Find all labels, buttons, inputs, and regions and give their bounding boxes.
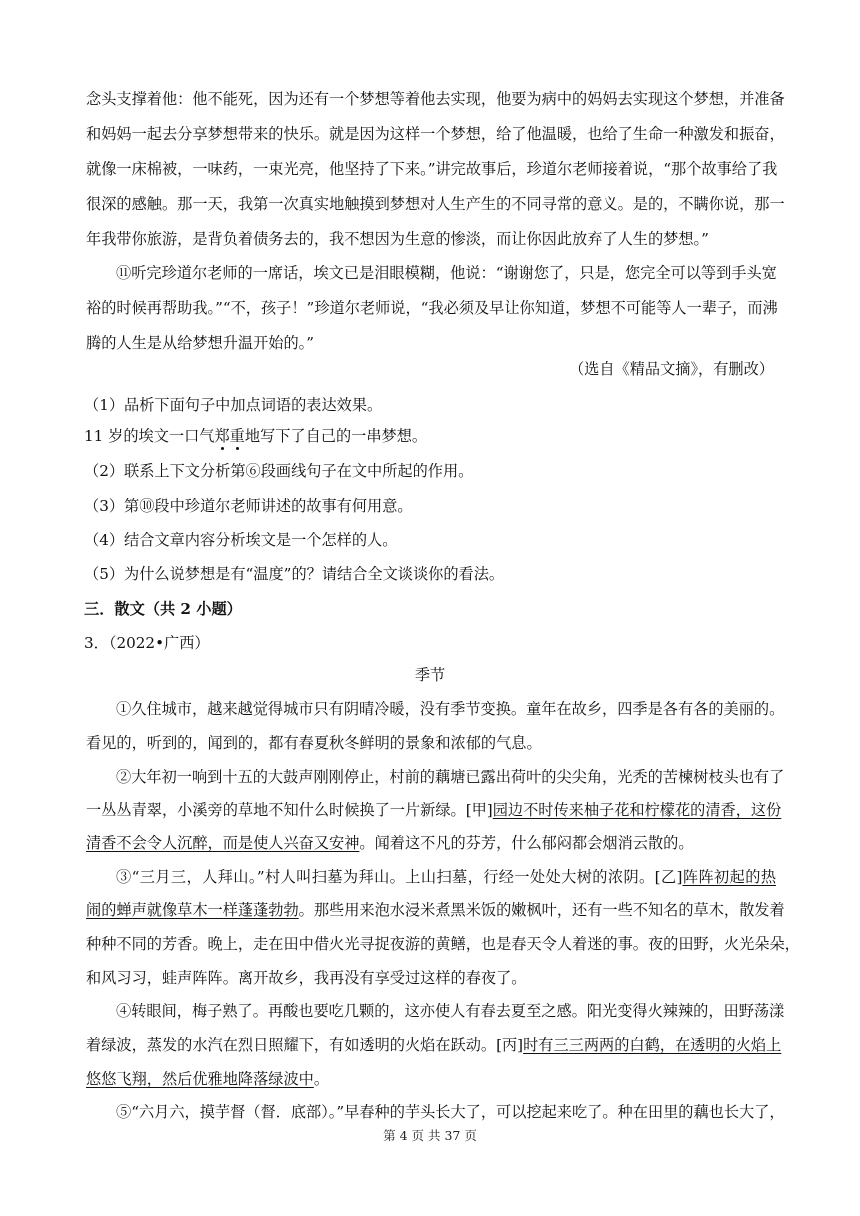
plain-text: 一丛丛青翠，小溪旁的草地不知什么时候换了一片新绿。[甲] <box>86 801 493 819</box>
essay-title: 季节 <box>414 666 446 684</box>
text-line: 年我带你旅游，是背负着债务去的，我不想因为生意的惨淡，而让你因此放弃了人生的梦想。” <box>86 230 709 248</box>
question-number: 3．（2022•广西） <box>84 634 210 652</box>
text-line: 腾的人生是从给梦想升温开始的。” <box>86 334 314 352</box>
text-line: 种种不同的芳香。晚上，走在田中借火光寻捉夜游的黄鳝，也是春天令人着迷的事。夜的田野，火光朵朵， <box>86 935 800 953</box>
text-line <box>86 1069 776 1089</box>
text-line: ⑪听完珍道尔老师的一席话，埃文已是泪眼模糊，他说：“谢谢您了，只是，您完全可以等到手头宽 <box>116 264 777 282</box>
question-4: （4）结合文章内容分析埃文是一个怎样的人。 <box>84 531 398 549</box>
plain-text: 。闻着这不凡的芬芳，什么郁闷都会烟消云散的。 <box>359 834 694 852</box>
page-number-footer: 第 4 页 共 37 页 <box>383 1128 477 1143</box>
source-note: （选自《精品文摘》，有删改） <box>568 360 774 378</box>
text-line: 很深的感触。那一天，我第一次真实地触摸到梦想对人生产生的不同寻常的意义。是的，不瞒你说，那一 <box>86 195 785 213</box>
text-line <box>86 800 782 820</box>
text-line: ①久住城市，越来越觉得城市只有阴晴冷暖，没有季节变换。童年在故乡，四季是各有各的美丽的。 <box>116 700 785 718</box>
underlined-sentence-a: 园边不时传来柚子花和柠檬花的清香，这份 <box>492 801 782 819</box>
underlined-sentence-b: 闹的蝉声就像草木一样蓬蓬勃勃 <box>86 901 299 919</box>
text-line <box>86 900 785 920</box>
question-5: （5）为什么说梦想是有“温度”的？请结合全文谈谈你的看法。 <box>84 565 505 583</box>
underlined-sentence-b: 阵阵初起的热 <box>682 868 776 886</box>
dotted-character: 郑 <box>214 427 230 445</box>
dotted-character: 重 <box>229 427 245 445</box>
text-line: 看见的，听到的，闻到的，都有春夏秋冬鲜明的景象和浓郁的气息。 <box>86 734 542 752</box>
text-line: ②大年初一响到十五的大鼓声刚刚停止，村前的藕塘已露出荷叶的尖尖角，光秃的苦楝树枝头也有了 <box>116 768 785 786</box>
sentence-start: 11 岁的埃文一口气 <box>84 427 215 445</box>
text-line <box>116 867 776 887</box>
question-2: （2）联系上下文分析第⑥段画线句子在文中所起的作用。 <box>84 462 474 480</box>
question-3: （3）第⑩段中珍道尔老师讲述的故事有何用意。 <box>84 497 413 515</box>
text-line: ⑤“六月六，摸芋督（督．底部）。”早春种的芋头长大了，可以挖起来吃了。种在田里的藕也长大了， <box>116 1103 785 1121</box>
underlined-sentence-a: 清香不会令人沉醉，而是使人兴奋又安神 <box>86 834 360 852</box>
text-line: 念头支撑着他：他不能死，因为还有一个梦想等着他去实现，他要为病中的妈妈去实现这个梦想，并准备 <box>86 90 785 108</box>
underlined-sentence-c: 时有三三两两的白鹤，在透明的火焰上 <box>523 1036 782 1054</box>
underlined-sentence-c: 悠悠飞翔，然后优雅地降落绿波中 <box>86 1070 314 1088</box>
text-line: ④转眼间，梅子熟了。再酸也要吃几颗的，这亦使人有春去夏至之感。阳光变得火辣辣的，田野荡漾 <box>116 1002 785 1020</box>
text-line <box>86 833 776 853</box>
sentence-end: 地写下了自己的一串梦想。 <box>244 427 428 445</box>
plain-text: ③“三月三，人拜山。”村人叫扫墓为拜山。上山扫墓，行经一处处大树的浓阴。[乙] <box>116 868 683 886</box>
plain-text: 着绿波，蒸发的水汽在烈日照耀下，有如透明的火焰在跃动。[丙] <box>86 1036 524 1054</box>
text-line: 就像一床棉被，一味药，一束光亮，他坚持了下来。”讲完故事后，珍道尔老师接着说，“那个故事给了我 <box>86 160 778 178</box>
text-line <box>86 1035 782 1055</box>
section-heading: 三．散文（共 2 小题） <box>84 600 242 618</box>
text-line: 和妈妈一起去分享梦想带来的快乐。就是因为这样一个梦想，给了他温暖，也给了生命一种激发和振奋， <box>86 125 785 143</box>
text-line: 裕的时候再帮助我。”“不，孩子！”珍道尔老师说，“我必须及早让你知道，梦想不可能等人一辈子，而沸 <box>86 299 778 317</box>
plain-text: 。 <box>313 1070 329 1088</box>
question-1: （1）品析下面句子中加点词语的表达效果。 <box>84 396 383 414</box>
question-1-sentence <box>84 426 774 446</box>
plain-text: 。那些用来泡水浸米煮黑米饭的嫩枫叶，还有一些不知名的草木，散发着 <box>298 901 785 919</box>
text-line: 和风习习，蛙声阵阵。离开故乡，我再没有享受过这样的春夜了。 <box>86 969 527 987</box>
